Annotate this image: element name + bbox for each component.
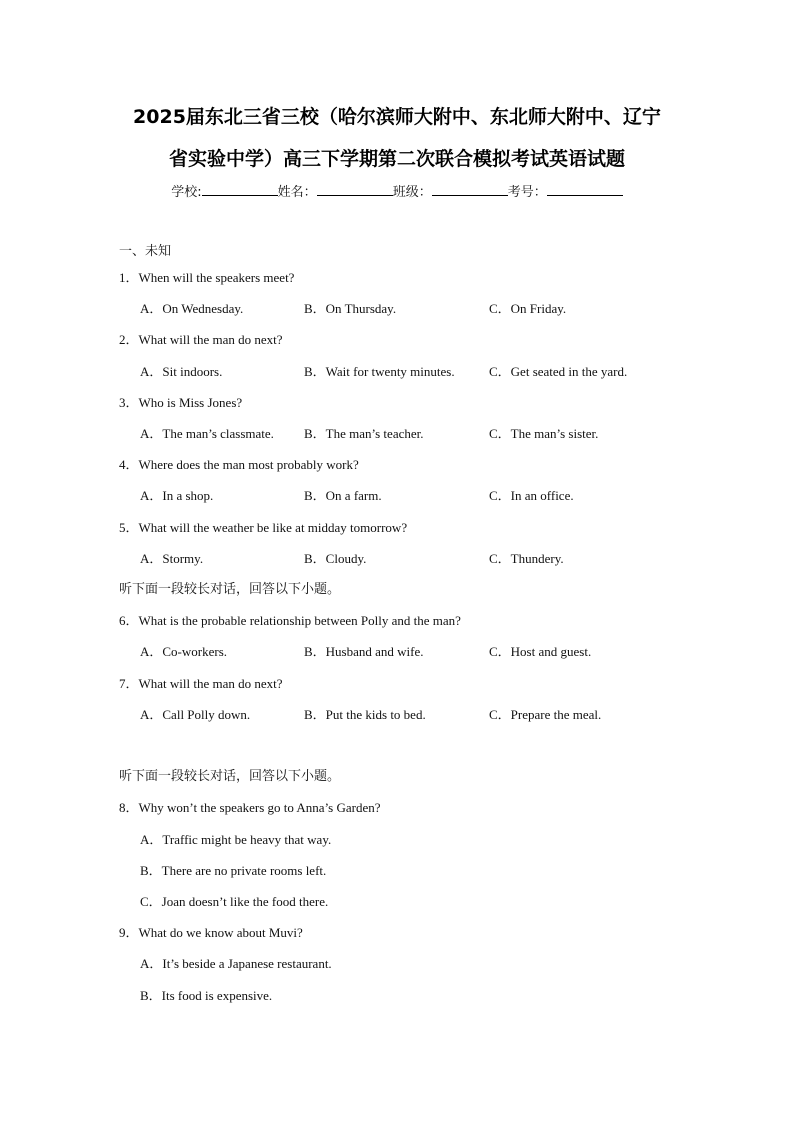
exam-title-line-1: 2025届东北三省三校（哈尔滨师大附中、东北师大附中、辽宁 xyxy=(133,106,661,128)
school-label: 学校: xyxy=(171,185,202,200)
q6-option-a[interactable]: A．Co-workers. xyxy=(140,644,228,659)
question-4 xyxy=(119,457,359,473)
q5-option-c[interactable]: C．Thundery. xyxy=(489,551,564,566)
question-number: 6． xyxy=(119,613,139,628)
question-number: 4． xyxy=(119,457,139,472)
exam-number-blank[interactable] xyxy=(547,181,623,196)
q3-option-a[interactable]: A．The man’s classmate. xyxy=(140,426,274,441)
school-blank[interactable] xyxy=(202,181,278,196)
question-text: What will the man do next? xyxy=(138,676,283,691)
exam-number-label: 考号： xyxy=(507,185,547,200)
q6-option-c[interactable]: C．Host and guest. xyxy=(489,644,592,659)
question-number: 7． xyxy=(119,676,139,691)
q6-option-b[interactable]: B．Husband and wife. xyxy=(304,644,424,659)
q3-option-b[interactable]: B．The man’s teacher. xyxy=(304,426,424,441)
question-1 xyxy=(119,270,294,286)
question-7 xyxy=(119,676,283,692)
q2-option-b[interactable]: B．Wait for twenty minutes. xyxy=(304,364,455,379)
q1-option-a[interactable]: A．On Wednesday. xyxy=(140,301,244,316)
question-text: What is the probable relationship between Polly and the man? xyxy=(138,613,461,628)
question-text: When will the speakers meet? xyxy=(138,270,295,285)
q5-option-a[interactable]: A．Stormy. xyxy=(140,551,204,566)
exam-title-line-2: 省实验中学）高三下学期第二次联合模拟考试英语试题 xyxy=(168,148,625,170)
question-text: Who is Miss Jones? xyxy=(138,395,243,410)
question-6 xyxy=(119,613,461,629)
name-blank[interactable] xyxy=(317,181,393,196)
q7-option-b[interactable]: B．Put the kids to bed. xyxy=(304,707,426,722)
question-text: What will the man do next? xyxy=(138,332,283,347)
student-info-line xyxy=(0,181,794,202)
q7-option-c[interactable]: C．Prepare the meal. xyxy=(489,707,602,722)
q9-option-a[interactable]: A．It’s beside a Japanese restaurant. xyxy=(140,956,332,971)
question-9 xyxy=(119,925,303,941)
section-heading: 一、未知 xyxy=(119,244,172,259)
q8-option-b[interactable]: B．There are no private rooms left. xyxy=(140,863,327,878)
question-text: What do we know about Muvi? xyxy=(138,925,303,940)
question-text: Where does the man most probably work? xyxy=(138,457,359,472)
q4-option-a[interactable]: A．In a shop. xyxy=(140,488,214,503)
question-5 xyxy=(119,520,407,536)
q2-option-c[interactable]: C．Get seated in the yard. xyxy=(489,364,628,379)
long-dialogue-instruction-2: 听下面一段较长对话，回答以下小题。 xyxy=(119,769,341,784)
q4-option-b[interactable]: B．On a farm. xyxy=(304,488,382,503)
q1-option-c[interactable]: C．On Friday. xyxy=(489,301,567,316)
q8-option-a[interactable]: A．Traffic might be heavy that way. xyxy=(140,832,332,847)
q7-option-a[interactable]: A．Call Polly down. xyxy=(140,707,251,722)
long-dialogue-instruction-1: 听下面一段较长对话，回答以下小题。 xyxy=(119,582,341,597)
question-number: 5． xyxy=(119,520,139,535)
question-number: 2． xyxy=(119,332,139,347)
q8-option-c[interactable]: C．Joan doesn’t like the food there. xyxy=(140,894,329,909)
name-label: 姓名： xyxy=(277,185,317,200)
class-blank[interactable] xyxy=(432,181,508,196)
question-8 xyxy=(119,800,381,816)
q4-option-c[interactable]: C．In an office. xyxy=(489,488,574,503)
q9-option-b[interactable]: B．Its food is expensive. xyxy=(140,988,273,1003)
question-text: Why won’t the speakers go to Anna’s Garden? xyxy=(138,800,381,815)
q1-option-b[interactable]: B．On Thursday. xyxy=(304,301,397,316)
question-2 xyxy=(119,332,283,348)
question-3 xyxy=(119,395,242,411)
question-number: 9． xyxy=(119,925,139,940)
question-number: 8． xyxy=(119,800,139,815)
q3-option-c[interactable]: C．The man’s sister. xyxy=(489,426,599,441)
question-number: 3． xyxy=(119,395,139,410)
class-label: 班级： xyxy=(392,185,432,200)
q5-option-b[interactable]: B．Cloudy. xyxy=(304,551,367,566)
q2-option-a[interactable]: A．Sit indoors. xyxy=(140,364,223,379)
question-number: 1． xyxy=(119,270,139,285)
question-text: What will the weather be like at midday tomorrow? xyxy=(138,520,408,535)
